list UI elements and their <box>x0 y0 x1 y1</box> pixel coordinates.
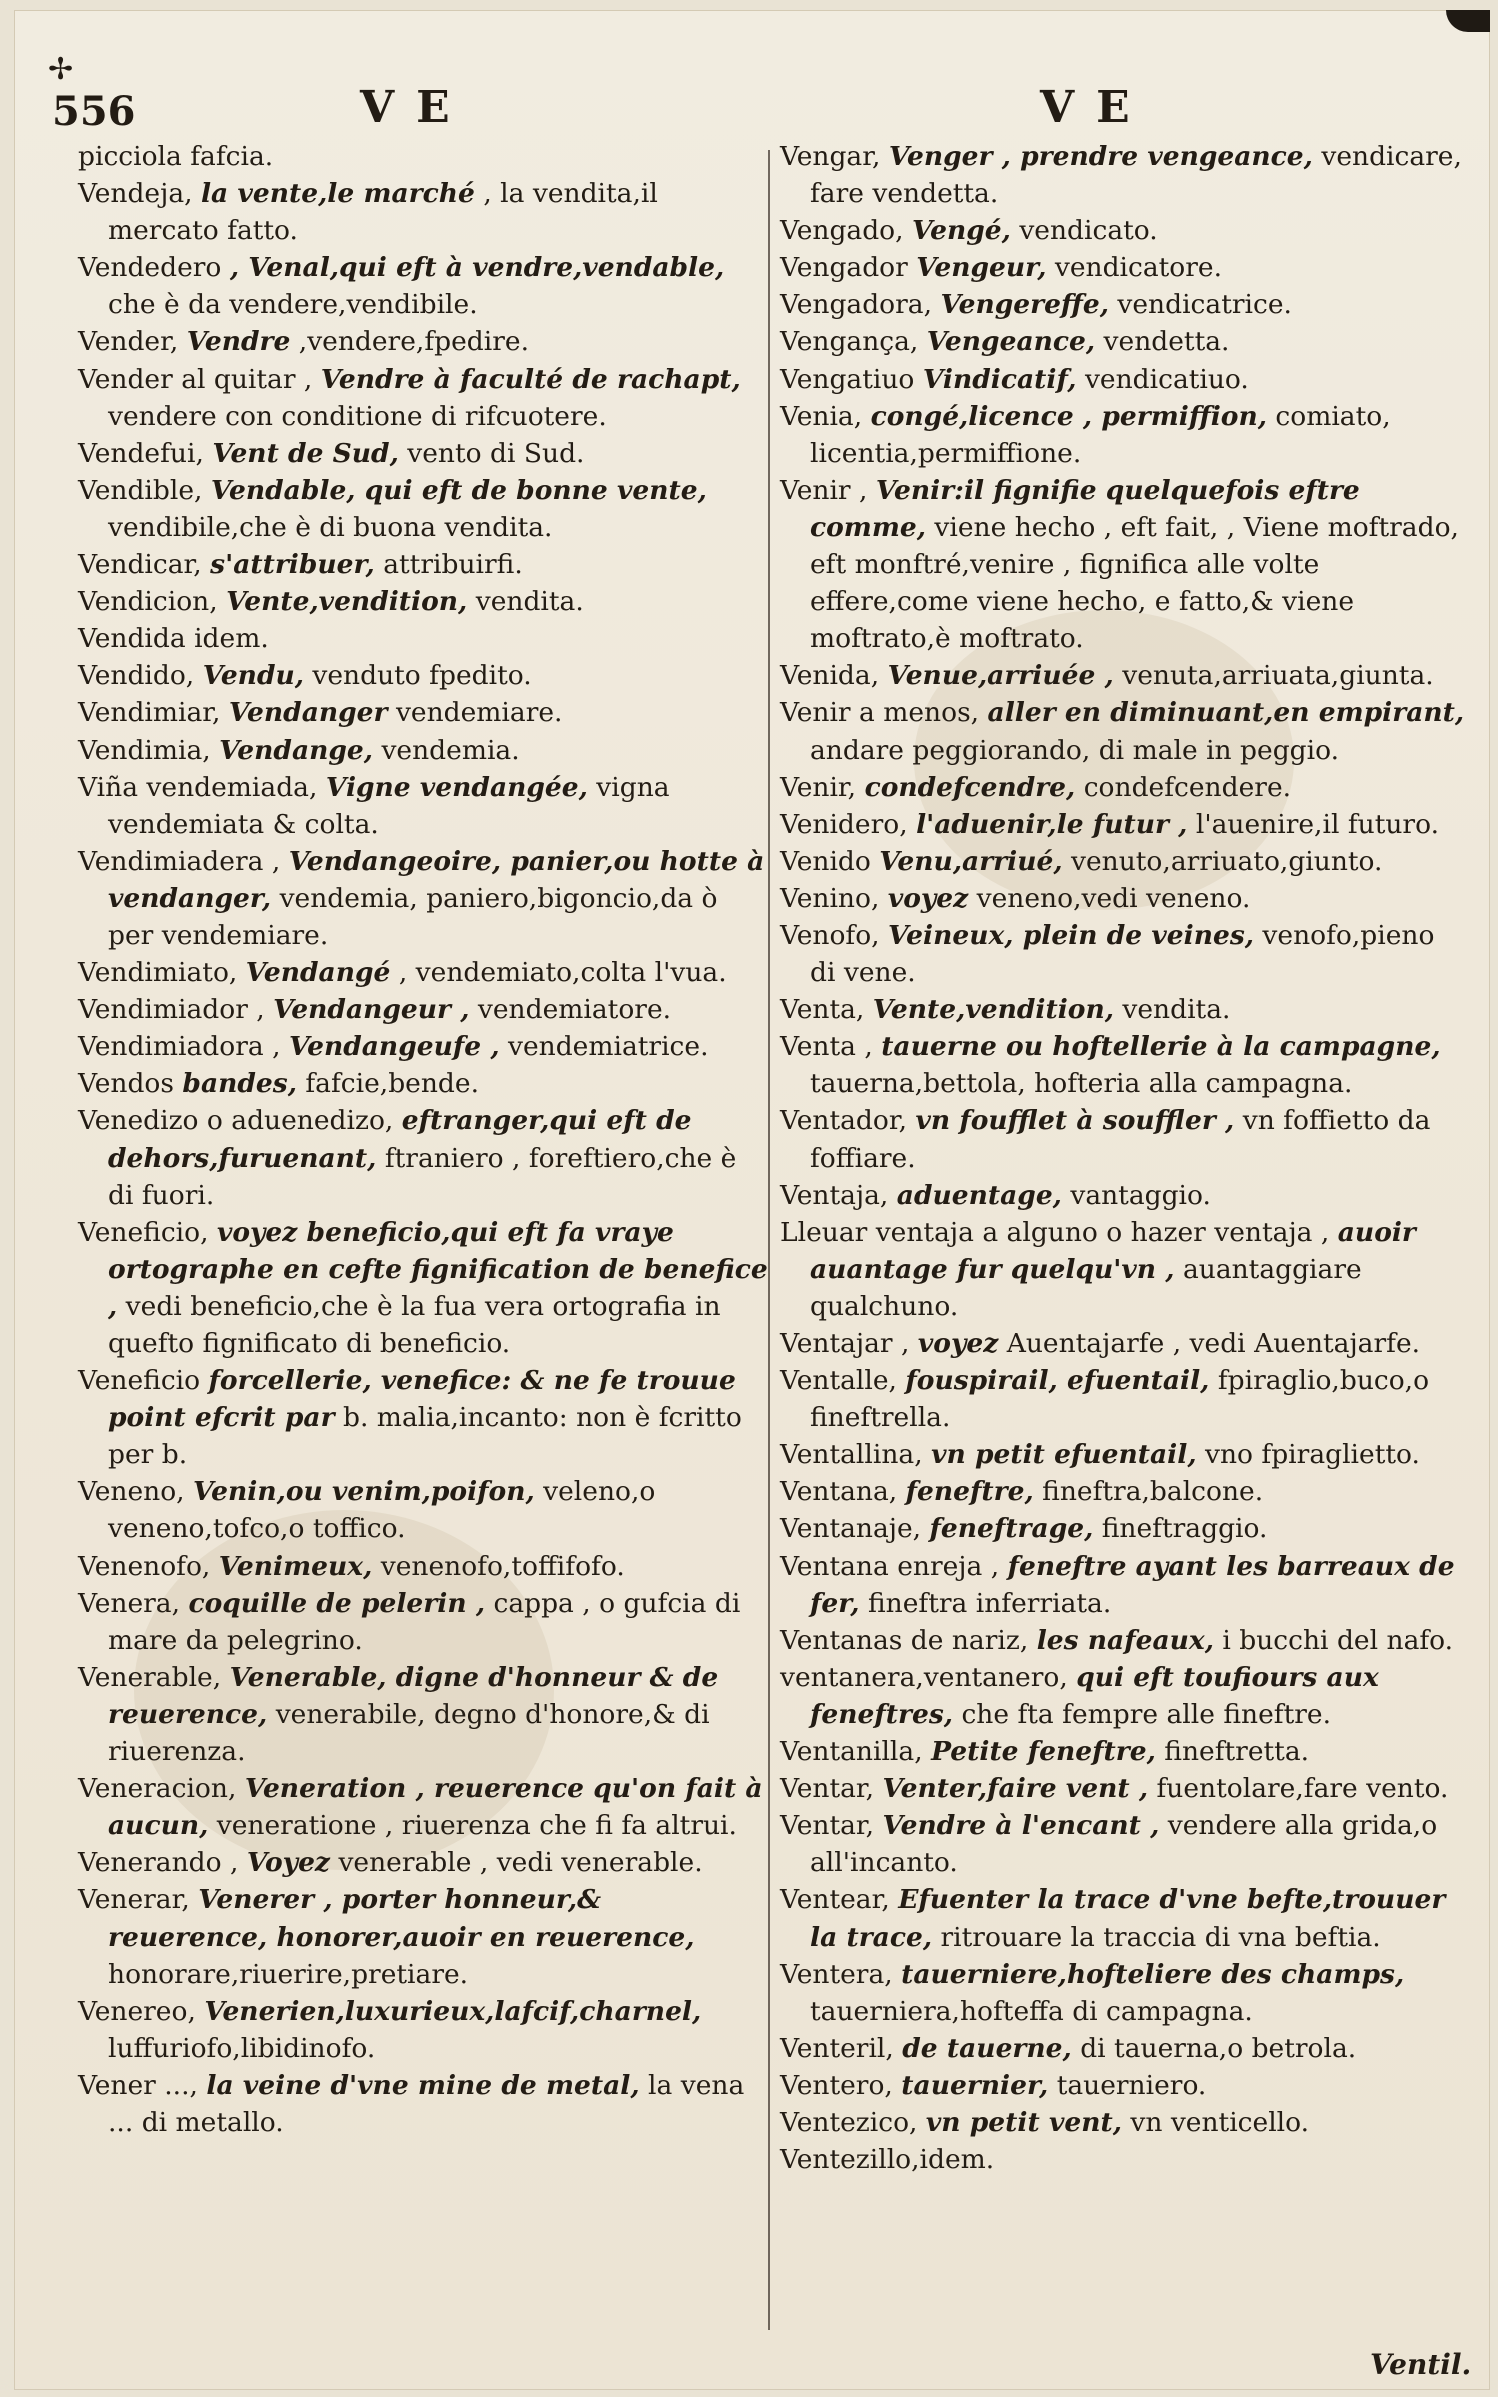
italian-gloss: , la vendita,il mercato fatto. <box>108 178 658 247</box>
french-gloss: Venin,ou venim,poifon, <box>193 1476 535 1508</box>
headword: Vener ..., <box>78 2069 198 2101</box>
italian-gloss: fineftra inferriata. <box>867 1587 1112 1619</box>
french-gloss: la vente,le marché <box>200 178 475 210</box>
headword: Vender, <box>78 326 179 358</box>
italian-gloss: tauerniero. <box>1056 2069 1207 2101</box>
headword: Vender al quitar , <box>78 363 313 395</box>
french-gloss: Petite feneftre, <box>931 1736 1156 1768</box>
headword: Vengança, <box>780 326 919 358</box>
headword: Ventador, <box>780 1105 908 1137</box>
dictionary-entry <box>78 2067 768 2141</box>
french-gloss: Venue,arriuée , <box>887 660 1114 692</box>
dictionary-entry <box>78 1659 768 1770</box>
dictionary-entry <box>78 694 768 731</box>
italian-gloss: veneratione , riuerenza che fi fa altrui. <box>216 1810 737 1842</box>
french-gloss: Venerer , porter honneur,& reuerence, honorer,auoir en reuerence, <box>108 1884 695 1953</box>
french-gloss: vn petit efuentail, <box>931 1439 1197 1471</box>
french-gloss: Venter,faire vent , <box>882 1773 1149 1805</box>
italian-gloss: vendita. <box>475 586 584 618</box>
headword: Vendimiato, <box>78 957 238 989</box>
headword: Ventear, <box>780 1884 890 1916</box>
headword: Vendedero <box>78 252 222 284</box>
dictionary-entry <box>78 991 768 1028</box>
french-gloss: Vendange, <box>219 734 374 766</box>
french-gloss: Vengereffe, <box>940 289 1109 321</box>
italian-gloss: vendemiatore. <box>477 994 672 1026</box>
french-gloss: coquille de pelerin , <box>188 1587 486 1619</box>
headword: Venteril, <box>780 2032 894 2064</box>
italian-gloss: vendemia. <box>381 734 520 766</box>
french-gloss: feneftrage, <box>929 1513 1094 1545</box>
french-gloss: Vente,vendition, <box>226 586 468 618</box>
headword: Ventaja, <box>780 1179 889 1211</box>
dictionary-entry <box>78 546 768 583</box>
italian-gloss: tauerniera,hofteffa di campagna. <box>810 1995 1253 2027</box>
headword: Viña vendemiada, <box>78 771 318 803</box>
french-gloss: Venir:il fignifie quelquefois eftre comme, <box>810 474 1360 543</box>
headword: Venta, <box>780 994 865 1026</box>
french-gloss: Vengeance, <box>926 326 1096 358</box>
dictionary-entry <box>78 249 768 323</box>
dictionary-entry <box>78 1473 768 1547</box>
headword: Venerando , <box>78 1847 239 1879</box>
italian-gloss: picciola fafcia. <box>78 141 274 172</box>
dictionary-entry <box>780 2030 1468 2067</box>
headword: Vendible, <box>78 474 203 506</box>
dictionary-entry <box>780 1102 1468 1176</box>
french-gloss: Venimeux, <box>218 1550 373 1582</box>
catchword: Ventil. <box>1370 2348 1472 2381</box>
headword: Venofo, <box>780 919 880 951</box>
dictionary-entry <box>78 1214 768 1362</box>
corner-mark-icon: ✢ <box>48 52 74 87</box>
french-gloss: de tauerne, <box>902 2032 1072 2064</box>
dictionary-entry <box>780 1733 1468 1770</box>
dictionary-entry <box>780 323 1468 360</box>
dictionary-entry <box>780 1028 1468 1102</box>
headword: Vendimiador , <box>78 994 265 1026</box>
french-gloss: eftranger,qui eft de dehors,furuenant, <box>108 1105 692 1174</box>
italian-gloss: viene hecho , eft fait, , Viene moftrado, eft monftré,venire , fignifica alle volte effere,come viene hecho, e fatto,& viene moftrato,è moftrato. <box>810 511 1459 655</box>
french-gloss: Vendre <box>186 326 291 358</box>
french-gloss: Vendu, <box>202 660 304 692</box>
french-gloss: aduentage, <box>896 1179 1062 1211</box>
headword: Veneficio, <box>78 1216 209 1248</box>
headword: Venir , <box>780 474 868 506</box>
italian-gloss: vendemia, paniero,bigoncio,da ò per vendemiare. <box>108 882 718 951</box>
french-gloss: fouspirail, efuentail, <box>905 1365 1210 1397</box>
headword: Venidero, <box>780 808 908 840</box>
headword: Venenofo, <box>78 1550 211 1582</box>
dictionary-entry <box>780 1548 1468 1622</box>
french-gloss: , Venal,qui eft à vendre,vendable, <box>229 252 725 284</box>
italian-gloss: auantaggiare qualchuno. <box>810 1253 1362 1322</box>
dictionary-entry <box>78 1585 768 1659</box>
headword: Ventanilla, <box>780 1736 923 1768</box>
dictionary-entry <box>780 212 1468 249</box>
left-column <box>78 138 768 2141</box>
headword: Vengatiuo <box>780 363 915 395</box>
italian-gloss: vento di Sud. <box>407 437 585 469</box>
italian-gloss: di tauerna,o betrola. <box>1080 2032 1357 2064</box>
italian-gloss: vendere con conditione di rifcuotere. <box>108 400 607 432</box>
dictionary-entry <box>780 1659 1468 1733</box>
headword: Venerar, <box>78 1884 190 1916</box>
dictionary-entry <box>780 2067 1468 2104</box>
french-gloss: voyez <box>917 1328 999 1359</box>
headword: Vendos <box>78 1068 174 1100</box>
headword: Venir, <box>780 771 857 803</box>
italian-gloss: venofo,pieno di vene. <box>810 919 1435 989</box>
italian-gloss: vn foffietto da foffiare. <box>810 1105 1431 1174</box>
headword: ventanera,ventanero, <box>780 1661 1068 1693</box>
french-gloss: Vendangeur , <box>273 994 470 1026</box>
french-gloss: Venger , prendre vengeance, <box>888 141 1313 172</box>
headword: Vendimiadora , <box>78 1031 281 1063</box>
italian-gloss: venduto fpedito. <box>312 660 532 692</box>
italian-gloss: vendicatrice. <box>1117 289 1292 321</box>
italian-gloss: venuto,arriuato,giunto. <box>1071 845 1383 877</box>
french-gloss: Vigne vendangée, <box>325 771 588 803</box>
dictionary-entry <box>780 1622 1468 1659</box>
italian-gloss: vendicato. <box>1019 215 1158 247</box>
italian-gloss: l'auenire,il futuro. <box>1195 808 1440 840</box>
italian-gloss: fineftra,balcone. <box>1042 1476 1264 1508</box>
column-rule <box>768 150 770 2330</box>
headword: Ventallina, <box>780 1439 923 1471</box>
headword: Venido <box>780 845 871 877</box>
headword: Vengadora, <box>780 289 933 321</box>
italian-gloss: vendemiatrice. <box>508 1031 709 1063</box>
italian-gloss: fpiraglio,buco,o fineftrella. <box>810 1365 1430 1434</box>
french-gloss: Efuenter la trace d'vne befte,trouuer la trace, <box>810 1884 1446 1953</box>
italian-gloss: attribuirfi. <box>383 549 523 581</box>
french-gloss: Vendanger <box>228 697 388 729</box>
italian-gloss: vendemiare. <box>395 697 563 729</box>
headword: Veneficio <box>78 1365 201 1397</box>
dictionary-entry <box>78 1065 768 1102</box>
italian-gloss: vendetta. <box>1103 326 1230 358</box>
dictionary-entry <box>780 2141 1468 2178</box>
french-gloss: Vengeur, <box>916 252 1047 284</box>
italian-gloss: che è da vendere,vendibile. <box>108 289 478 321</box>
dictionary-entry <box>780 1510 1468 1547</box>
dictionary-entry <box>78 657 768 694</box>
dictionary-entry <box>78 954 768 991</box>
right-column <box>780 138 1468 2178</box>
headword: Veneracion, <box>78 1773 237 1805</box>
dictionary-entry <box>780 249 1468 286</box>
dictionary-entry <box>780 472 1468 657</box>
headword: Venino, <box>780 882 880 914</box>
italian-gloss: , vendemiato,colta l'vua. <box>398 957 727 989</box>
french-gloss: Venerien,luxurieux,lafcif,charnel, <box>204 1995 702 2027</box>
headword: Veneno, <box>78 1476 185 1508</box>
french-gloss: les nafeaux, <box>1036 1624 1214 1656</box>
dictionary-entry <box>780 1362 1468 1436</box>
page-number: 556 <box>52 88 136 135</box>
italian-gloss: vendicatore. <box>1054 252 1223 284</box>
italian-gloss: venerabile, degno d'honore,& di riuerenza. <box>108 1698 710 1768</box>
dictionary-entry <box>78 138 768 175</box>
italian-gloss: vendicatiuo. <box>1084 363 1249 395</box>
dictionary-entry <box>780 1956 1468 2030</box>
headword: Vengado, <box>780 215 904 247</box>
dictionary-entry <box>78 620 768 657</box>
dictionary-entry <box>78 1881 768 1992</box>
italian-gloss: comiato, licentia,permiffione. <box>810 400 1391 469</box>
dictionary-entry <box>780 843 1468 880</box>
headword: Vendeja, <box>78 178 193 210</box>
french-gloss: forcellerie, venefice: & ne fe trouue point efcrit par <box>108 1365 736 1434</box>
french-gloss: vn foufflet à souffler , <box>915 1105 1235 1137</box>
headword: Venta , <box>780 1031 873 1063</box>
headword: Ventajar , <box>780 1328 910 1359</box>
dictionary-entry <box>780 880 1468 917</box>
italian-gloss: i bucchi del nafo. <box>1222 1624 1454 1656</box>
dictionary-entry <box>78 1844 768 1881</box>
headword: Vendefui, <box>78 437 204 469</box>
french-gloss: tauernier, <box>901 2069 1049 2101</box>
french-gloss: aller en diminuant,en empirant, <box>987 697 1465 729</box>
dictionary-entry <box>780 1436 1468 1473</box>
dictionary-entry <box>780 1881 1468 1955</box>
french-gloss: tauerne ou hoftellerie à la campagne, <box>881 1031 1441 1063</box>
italian-gloss: fafcie,bende. <box>305 1068 479 1100</box>
italian-gloss: vendibile,che è di buona vendita. <box>108 511 553 543</box>
headword: Vendimiar, <box>78 697 221 729</box>
italian-gloss: andare peggiorando, di male in peggio. <box>810 734 1340 766</box>
headword: Vendido, <box>78 660 195 692</box>
headword: Ventezillo,idem. <box>780 2144 995 2176</box>
headword: Ventar, <box>780 1810 875 1842</box>
ink-blot <box>1446 10 1490 32</box>
french-gloss: Vendangeufe , <box>288 1031 500 1063</box>
headword: Venedizo o aduenedizo, <box>78 1105 394 1137</box>
french-gloss: feneftre ayant les barreaux de fer, <box>810 1550 1455 1619</box>
dictionary-entry <box>780 1807 1468 1881</box>
headword: Ventanaje, <box>780 1513 922 1545</box>
headword: Ventero, <box>780 2069 893 2101</box>
french-gloss: Veneration , reuerence qu'on fait à aucun, <box>108 1773 763 1842</box>
french-gloss: Vindicatif, <box>922 363 1077 395</box>
italian-gloss: cappa , o gufcia di mare da pelegrino. <box>108 1587 741 1656</box>
french-gloss: congé,licence , permiffion, <box>870 400 1267 432</box>
french-gloss: Vente,vendition, <box>872 994 1114 1026</box>
italian-gloss: luffuriofo,libidinofo. <box>108 2032 376 2064</box>
dictionary-entry <box>78 732 768 769</box>
italian-gloss: b. malia,incanto: non è fcritto per b. <box>108 1402 742 1471</box>
dictionary-entry <box>78 1028 768 1065</box>
french-gloss: Vendre à faculté de rachapt, <box>320 363 741 395</box>
left-running-head: VE <box>360 82 472 133</box>
french-gloss: condefcendre, <box>864 771 1076 803</box>
italian-gloss: la vena ... di metallo. <box>108 2069 745 2138</box>
italian-gloss: vendicare, fare vendetta. <box>810 141 1462 210</box>
dictionary-entry <box>780 657 1468 694</box>
french-gloss: s'attribuer, <box>210 549 375 581</box>
dictionary-entry <box>780 398 1468 472</box>
headword: Ventanas de nariz, <box>780 1624 1029 1656</box>
italian-gloss: venenofo,toffifofo. <box>380 1550 625 1582</box>
dictionary-entry <box>78 323 768 360</box>
headword: Vengar, <box>780 141 881 172</box>
right-running-head: VE <box>1040 82 1152 133</box>
dictionary-entry <box>78 843 768 954</box>
italian-gloss: tauerna,bettola, hofteria alla campagna. <box>810 1068 1353 1100</box>
headword: Ventalle, <box>780 1365 897 1397</box>
french-gloss: Vendangeoire, panier,ou hotte à vendanger, <box>108 845 765 914</box>
italian-gloss: vn venticello. <box>1130 2106 1310 2138</box>
dictionary-entry <box>780 991 1468 1028</box>
headword: Ventera, <box>780 1958 893 1990</box>
french-gloss: Vendangé <box>245 957 391 989</box>
italian-gloss: vedi beneficio,che è la fua vera ortografia in quefto fignificato di beneficio. <box>108 1290 721 1359</box>
french-gloss: Voyez <box>246 1847 330 1879</box>
dictionary-entry <box>780 1214 1468 1325</box>
french-gloss: qui eft toufiours aux feneftres, <box>810 1661 1379 1730</box>
french-gloss: Vent de Sud, <box>212 437 399 469</box>
italian-gloss: vantaggio. <box>1070 1179 1211 1211</box>
dictionary-entry <box>78 435 768 472</box>
french-gloss: Veineux, plein de veines, <box>888 919 1254 951</box>
italian-gloss: condefcendere. <box>1083 771 1292 803</box>
french-gloss: tauerniere,hofteliere des champs, <box>901 1958 1405 1990</box>
italian-gloss: Auentajarfe , vedi Auentajarfe. <box>1006 1328 1421 1359</box>
headword: Ventar, <box>780 1773 875 1805</box>
dictionary-entry <box>780 806 1468 843</box>
dictionary-entry <box>780 1473 1468 1510</box>
french-gloss: vn petit vent, <box>925 2106 1122 2138</box>
dictionary-entry <box>78 1362 768 1473</box>
headword: Lleuar ventaja a alguno o hazer ventaja , <box>780 1216 1330 1248</box>
headword: Venera, <box>78 1587 181 1619</box>
dictionary-entry <box>780 286 1468 323</box>
dictionary-entry <box>780 1770 1468 1807</box>
italian-gloss: honorare,riuerire,pretiare. <box>108 1958 469 1990</box>
italian-gloss: fuentolare,fare vento. <box>1156 1773 1449 1805</box>
french-gloss: bandes, <box>182 1068 297 1100</box>
italian-gloss: vendere alla grida,o all'incanto. <box>810 1810 1438 1879</box>
french-gloss: la veine d'vne mine de metal, <box>206 2069 640 2101</box>
dictionary-entry <box>780 769 1468 806</box>
french-gloss: feneftre, <box>905 1476 1034 1508</box>
headword: Ventezico, <box>780 2106 918 2138</box>
headword: Vendicion, <box>78 586 218 618</box>
dictionary-entry <box>780 917 1468 991</box>
headword: Vengador <box>780 252 908 284</box>
headword: Vendimiadera , <box>78 845 281 877</box>
dictionary-entry <box>78 1770 768 1844</box>
headword: Vendimia, <box>78 734 211 766</box>
italian-gloss: vno fpiraglietto. <box>1204 1439 1420 1471</box>
french-gloss: auoir auantage fur quelqu'vn , <box>810 1216 1416 1285</box>
dictionary-entry <box>780 138 1468 212</box>
french-gloss: Vendre à l'encant , <box>882 1810 1160 1842</box>
dictionary-entry <box>78 361 768 435</box>
headword: Venia, <box>780 400 863 432</box>
headword: Venereo, <box>78 1995 196 2027</box>
french-gloss: voyez <box>887 882 969 914</box>
headword: Venerable, <box>78 1661 222 1693</box>
dictionary-entry <box>780 2104 1468 2141</box>
italian-gloss: ftraniero , foreftiero,che è di fuori. <box>108 1142 737 1211</box>
italian-gloss: venerable , vedi venerable. <box>338 1847 703 1879</box>
headword: Vendida idem. <box>78 623 269 655</box>
headword: Vendicar, <box>78 549 202 581</box>
dictionary-entry <box>780 361 1468 398</box>
dictionary-entry <box>78 583 768 620</box>
french-gloss: voyez beneficio,qui eft fa vraye ortographe en cefte fignification de benefice , <box>108 1216 768 1322</box>
italian-gloss: fineftraggio. <box>1101 1513 1268 1545</box>
italian-gloss: venuta,arriuata,giunta. <box>1122 660 1434 692</box>
french-gloss: Venerable, digne d'honneur & de reuerence, <box>108 1661 719 1730</box>
dictionary-entry <box>78 1993 768 2067</box>
dictionary-entry <box>78 175 768 249</box>
french-gloss: Vengé, <box>912 215 1011 247</box>
headword: Venir a menos, <box>780 697 980 729</box>
italian-gloss: ritrouare la traccia di vna beftia. <box>940 1921 1381 1953</box>
dictionary-entry <box>78 1548 768 1585</box>
headword: Ventana, <box>780 1476 898 1508</box>
dictionary-entry <box>78 1102 768 1213</box>
french-gloss: Vendable, qui eft de bonne vente, <box>210 474 707 506</box>
headword: Ventana enreja , <box>780 1550 1000 1582</box>
italian-gloss: vendita. <box>1122 994 1231 1026</box>
dictionary-entry <box>780 694 1468 768</box>
french-gloss: l'aduenir,le futur , <box>916 808 1188 840</box>
italian-gloss: veneno,vedi veneno. <box>976 882 1251 914</box>
italian-gloss: fineftretta. <box>1164 1736 1310 1768</box>
italian-gloss: ,vendere,fpedire. <box>298 326 529 358</box>
french-gloss: Venu,arriué, <box>879 845 1063 877</box>
dictionary-entry <box>78 769 768 843</box>
italian-gloss: vigna vendemiata & colta. <box>108 771 670 840</box>
dictionary-entry <box>780 1177 1468 1214</box>
italian-gloss: veleno,o veneno,tofco,o toffico. <box>108 1476 656 1545</box>
dictionary-entry <box>780 1325 1468 1362</box>
dictionary-entry <box>78 472 768 546</box>
italian-gloss: che fta fempre alle fineftre. <box>961 1698 1332 1730</box>
headword: Venida, <box>780 660 880 692</box>
